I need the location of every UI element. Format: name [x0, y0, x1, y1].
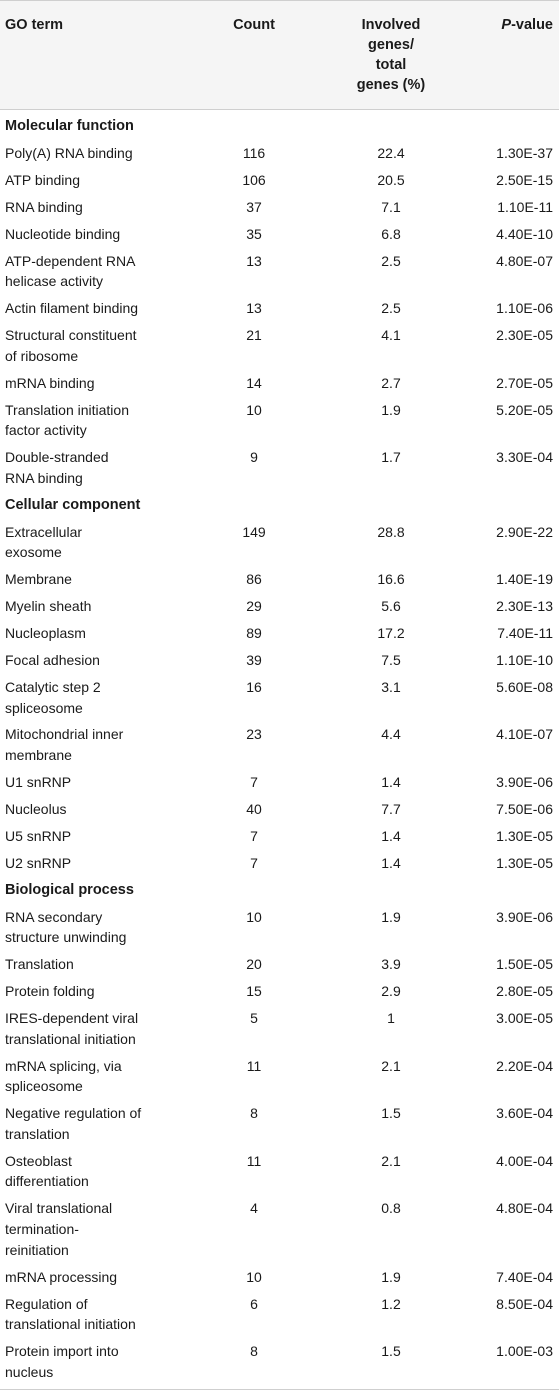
- go-term-cell: [5, 826, 220, 847]
- count-cell: 10: [246, 401, 262, 418]
- header-pvalue-italic: P: [501, 17, 512, 33]
- pvalue-cell: 8.50E-04: [496, 1295, 553, 1312]
- count-cell: 149: [242, 523, 266, 540]
- header-pvalue-rest: -value: [511, 17, 553, 33]
- pvalue-cell: 3.90E-06: [496, 774, 553, 790]
- pvalue-cell: 3.30E-04: [496, 449, 553, 466]
- pvalue-cell: 3.00E-05: [496, 1009, 553, 1026]
- go-term-line: translational initiation: [5, 1316, 136, 1333]
- header-involved-line2: genes/: [368, 37, 414, 53]
- involved-percent-cell: 16.6: [377, 571, 405, 588]
- pvalue-cell: 1.30E-37: [496, 144, 553, 161]
- go-term-cell: [5, 1103, 220, 1144]
- go-term-line: exosome: [5, 544, 62, 561]
- pvalue-cell: 2.70E-05: [496, 374, 553, 391]
- header-go-term: GO term: [5, 17, 64, 33]
- header-involved-line4: genes (%): [356, 77, 426, 93]
- go-term-line: ATP-dependent RNA: [5, 252, 136, 269]
- go-term-line: Poly(A) RNA binding: [5, 144, 133, 161]
- pvalue-cell: 2.80E-05: [496, 983, 553, 999]
- involved-percent-cell: 2.9: [381, 983, 401, 999]
- count-cell: 11: [246, 1057, 262, 1074]
- go-term-line: Nucleolus: [5, 800, 67, 817]
- go-term-line: Extracellular: [5, 523, 83, 540]
- pvalue-cell: 1.10E-11: [497, 198, 553, 215]
- go-term-line: translation: [5, 1125, 70, 1142]
- pvalue-cell: 7.50E-06: [496, 800, 553, 817]
- go-term-cell: [5, 325, 220, 366]
- go-term-line: Nucleoplasm: [5, 625, 86, 641]
- go-term-line: U2 snRNP: [5, 854, 72, 871]
- go-term-line: factor activity: [5, 422, 87, 439]
- header-involved-line3: total: [375, 57, 407, 73]
- involved-percent-cell: 1.4: [381, 774, 401, 790]
- go-term-cell: [5, 373, 220, 394]
- involved-percent-cell: 7.1: [381, 198, 401, 215]
- go-term-cell: [5, 224, 220, 245]
- pvalue-cell: 1.40E-19: [496, 571, 553, 588]
- table-header: [0, 0, 559, 110]
- go-term-cell: [5, 907, 220, 948]
- involved-percent-cell: 1.4: [381, 827, 401, 844]
- pvalue-cell: 2.50E-15: [496, 171, 553, 188]
- pvalue-cell: 4.80E-07: [496, 252, 553, 269]
- go-term-cell: [5, 954, 220, 975]
- go-term-line: Osteoblast: [5, 1152, 72, 1169]
- go-term-line: Viral translational: [5, 1200, 113, 1217]
- go-term-line: U5 snRNP: [5, 827, 72, 844]
- involved-percent-cell: 3.1: [381, 678, 401, 695]
- count-cell: 10: [246, 908, 262, 925]
- go-term-cell: [5, 1341, 220, 1382]
- involved-percent-cell: 1.5: [381, 1105, 401, 1122]
- pvalue-cell: 5.60E-08: [496, 678, 553, 695]
- header-involved-genes: [338, 15, 444, 95]
- go-term-cell: [5, 623, 220, 644]
- section-title: Cellular component: [5, 496, 141, 513]
- involved-percent-cell: 5.6: [381, 598, 401, 615]
- go-term-cell: [5, 400, 220, 441]
- count-cell: 6: [250, 1295, 258, 1312]
- pvalue-cell: 3.60E-04: [496, 1105, 553, 1122]
- go-term-line: IRES-dependent viral: [5, 1009, 139, 1026]
- go-term-line: Protein folding: [5, 983, 95, 999]
- pvalue-cell: 4.10E-07: [496, 726, 553, 743]
- involved-percent-cell: 1.9: [381, 908, 401, 925]
- go-term-line: helicase activity: [5, 273, 104, 290]
- pvalue-cell: 1.10E-06: [496, 300, 553, 317]
- go-term-line: membrane: [5, 747, 72, 764]
- pvalue-cell: 7.40E-04: [496, 1268, 553, 1285]
- pvalue-cell: 2.90E-22: [496, 523, 553, 540]
- involved-percent-cell: 4.1: [381, 327, 401, 343]
- count-cell: 8: [250, 1105, 258, 1122]
- count-cell: 10: [246, 1268, 262, 1285]
- go-term-cell: [5, 1294, 220, 1335]
- go-term-cell: [5, 596, 220, 617]
- table-bottom-rule: [0, 1389, 559, 1390]
- go-term-line: translational initiation: [5, 1030, 136, 1047]
- pvalue-cell: 4.40E-10: [496, 225, 553, 242]
- count-cell: 9: [250, 449, 258, 466]
- go-term-cell: [5, 170, 220, 191]
- involved-percent-cell: 1: [387, 1009, 395, 1026]
- go-term-cell: [5, 447, 220, 488]
- pvalue-cell: 4.00E-04: [496, 1152, 553, 1169]
- go-term-line: Actin filament binding: [5, 300, 139, 317]
- count-cell: 39: [246, 651, 262, 668]
- involved-percent-cell: 1.4: [381, 854, 401, 871]
- count-cell: 89: [246, 625, 262, 641]
- count-cell: 16: [246, 678, 262, 695]
- go-term-line: of ribosome: [5, 347, 79, 364]
- count-cell: 116: [242, 144, 266, 161]
- go-term-line: nucleus: [5, 1363, 54, 1380]
- go-term-line: RNA binding: [5, 198, 83, 215]
- pvalue-cell: 7.40E-11: [497, 625, 553, 641]
- count-cell: 7: [250, 827, 258, 844]
- involved-percent-cell: 2.5: [381, 252, 401, 269]
- go-term-cell: [5, 1198, 220, 1260]
- header-count: Count: [233, 17, 275, 33]
- count-cell: 29: [246, 598, 262, 615]
- go-term-cell: [5, 143, 220, 164]
- pvalue-cell: 3.90E-06: [496, 908, 553, 925]
- count-cell: 21: [246, 327, 262, 343]
- count-cell: 106: [242, 171, 266, 188]
- pvalue-cell: 2.30E-13: [496, 598, 553, 615]
- go-term-line: RNA secondary: [5, 908, 103, 925]
- go-term-line: spliceosome: [5, 699, 83, 716]
- involved-percent-cell: 1.5: [381, 1343, 401, 1360]
- go-term-cell: [5, 197, 220, 218]
- pvalue-cell: 4.80E-04: [496, 1200, 553, 1217]
- go-term-line: differentiation: [5, 1173, 89, 1190]
- go-term-line: Nucleotide binding: [5, 225, 121, 242]
- go-term-line: ATP binding: [5, 171, 80, 188]
- go-term-cell: [5, 1008, 220, 1049]
- count-cell: 13: [246, 300, 262, 317]
- count-cell: 40: [246, 800, 262, 817]
- count-cell: 11: [246, 1152, 262, 1169]
- involved-percent-cell: 6.8: [381, 225, 401, 242]
- go-term-line: Focal adhesion: [5, 651, 100, 668]
- go-term-cell: [5, 677, 220, 718]
- go-term-line: Regulation of: [5, 1295, 88, 1312]
- involved-percent-cell: 4.4: [381, 726, 401, 743]
- count-cell: 15: [246, 983, 262, 999]
- count-cell: 86: [246, 571, 262, 588]
- go-term-cell: [5, 1151, 220, 1192]
- go-term-line: reinitiation: [5, 1241, 69, 1258]
- count-cell: 4: [250, 1200, 258, 1217]
- involved-percent-cell: 2.7: [381, 374, 401, 391]
- go-term-cell: [5, 650, 220, 671]
- go-term-line: Mitochondrial inner: [5, 726, 124, 743]
- pvalue-cell: 5.20E-05: [496, 401, 553, 418]
- pvalue-cell: 1.30E-05: [496, 827, 553, 844]
- involved-percent-cell: 28.8: [377, 523, 405, 540]
- go-term-cell: [5, 1267, 220, 1288]
- involved-percent-cell: 2.1: [381, 1057, 401, 1074]
- pvalue-cell: 1.50E-05: [496, 956, 553, 973]
- count-cell: 8: [250, 1343, 258, 1360]
- go-term-line: mRNA splicing, via: [5, 1057, 122, 1074]
- involved-percent-cell: 1.7: [381, 449, 401, 466]
- count-cell: 13: [246, 252, 262, 269]
- involved-percent-cell: 7.5: [381, 651, 401, 668]
- involved-percent-cell: 2.5: [381, 300, 401, 317]
- go-term-line: Double-stranded: [5, 449, 109, 466]
- go-term-line: Catalytic step 2: [5, 678, 101, 695]
- involved-percent-cell: 22.4: [377, 144, 405, 161]
- go-term-line: mRNA binding: [5, 374, 95, 391]
- count-cell: 7: [250, 854, 258, 871]
- count-cell: 23: [246, 726, 262, 743]
- pvalue-cell: 1.00E-03: [496, 1343, 553, 1360]
- go-term-line: spliceosome: [5, 1078, 83, 1095]
- go-term-line: Negative regulation of: [5, 1105, 142, 1122]
- go-term-cell: [5, 251, 220, 292]
- go-term-cell: [5, 981, 220, 1002]
- go-term-line: RNA binding: [5, 469, 83, 486]
- go-term-cell: [5, 1056, 220, 1097]
- go-term-cell: [5, 724, 220, 765]
- count-cell: 20: [246, 956, 262, 973]
- count-cell: 37: [246, 198, 262, 215]
- go-term-cell: [5, 298, 220, 319]
- involved-percent-cell: 2.1: [381, 1152, 401, 1169]
- pvalue-cell: 1.10E-10: [496, 651, 553, 668]
- involved-percent-cell: 17.2: [377, 625, 405, 641]
- involved-percent-cell: 1.9: [381, 401, 401, 418]
- involved-percent-cell: 7.7: [381, 800, 401, 817]
- go-term-line: mRNA processing: [5, 1268, 118, 1285]
- pvalue-cell: 1.30E-05: [496, 854, 553, 871]
- count-cell: 14: [246, 374, 262, 391]
- involved-percent-cell: 3.9: [381, 956, 401, 973]
- go-term-line: termination-: [5, 1221, 79, 1237]
- go-term-line: Structural constituent: [5, 327, 137, 343]
- go-term-line: structure unwinding: [5, 929, 127, 946]
- go-term-cell: [5, 522, 220, 563]
- pvalue-cell: 2.20E-04: [496, 1057, 553, 1074]
- go-term-line: Protein import into: [5, 1343, 119, 1360]
- go-term-cell: [5, 569, 220, 590]
- go-term-line: Translation initiation: [5, 401, 129, 418]
- go-term-line: Membrane: [5, 571, 72, 588]
- count-cell: 7: [250, 774, 258, 790]
- header-involved-line1: Involved: [361, 17, 421, 33]
- count-cell: 5: [250, 1009, 258, 1026]
- involved-percent-cell: 1.9: [381, 1268, 401, 1285]
- involved-percent-cell: 0.8: [381, 1200, 401, 1217]
- go-term-line: Myelin sheath: [5, 598, 92, 615]
- count-cell: 35: [246, 225, 262, 242]
- go-term-line: U1 snRNP: [5, 774, 72, 790]
- go-term-cell: [5, 853, 220, 874]
- go-term-cell: [5, 799, 220, 820]
- section-title: Biological process: [5, 881, 134, 898]
- go-term-cell: [5, 772, 220, 793]
- section-title: Molecular function: [5, 118, 134, 134]
- go-term-line: Translation: [5, 956, 74, 973]
- pvalue-cell: 2.30E-05: [496, 327, 553, 343]
- header-pvalue: [501, 15, 553, 35]
- involved-percent-cell: 20.5: [377, 171, 405, 188]
- involved-percent-cell: 1.2: [381, 1295, 401, 1312]
